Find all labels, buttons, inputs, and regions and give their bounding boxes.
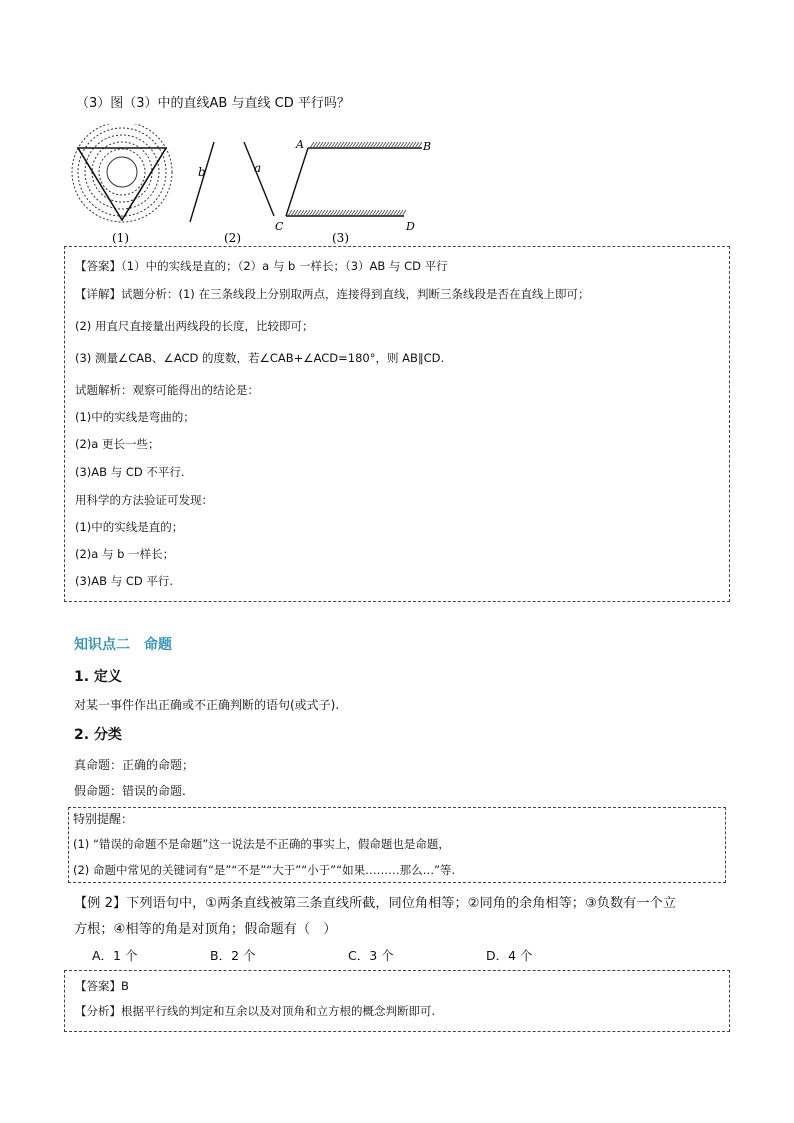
definition-heading: 1. 定义 [74,669,122,685]
figure-2-segments [190,142,274,222]
detail-line-3: (3) 测量∠CAB、∠ACD 的度数，若∠CAB+∠ACD=180°，则 AB∥CD. [75,351,445,365]
detail-line-1: 【详解】试题分析：(1) 在三条线段上分别取两点，连接得到直线，判断三条线段是否在直线上即可； [75,287,590,301]
reminder-line-1: (1) “错误的命题不是命题”这一说法是不正确的事实上，假命题也是命题， [73,837,450,851]
option-c[interactable]: C．3 个 [348,948,394,963]
detail-line-8: 用科学的方法验证可发现： [75,493,213,507]
detail-line-9: (1)中的实线是直的； [75,520,184,534]
answer-box-2 [64,970,730,1032]
figure-3-label-b: B [423,140,432,153]
figure-diagrams [66,124,436,249]
detail-line-7: (3)AB 与 CD 不平行. [75,465,185,479]
reminder-box [68,807,726,883]
definition-text: 对某一事件作出正确或不正确判断的语句(或式子). [74,698,340,712]
reminder-line-2: (2) 命题中常见的关键词有“是”“不是”“大于”“小于”“如果………那么…”等. [73,863,456,877]
analysis-2: 【分析】根据平行线的判定和互余以及对顶角和立方根的概念判断即可. [75,1004,436,1018]
true-proposition: 真命题：正确的命题； [74,758,195,772]
reminder-title: 特别提醒： [73,812,134,826]
detail-line-5: (1)中的实线是弯曲的； [75,410,195,424]
figure-2-caption: (2) [224,231,241,245]
false-proposition: 假命题：错误的命题. [74,784,186,798]
example-2-line-1: 【例 2】下列语句中，①两条直线被第三条直线所截，同位角相等；②同角的余角相等；③负数有一个立 [74,896,676,911]
detail-line-2: (2) 用直尺直接量出两线段的长度，比较即可； [75,319,314,333]
category-heading: 2. 分类 [74,727,122,743]
answer-1: 【答案】（1）中的实线是直的；（2）a 与 b 一样长；（3）AB 与 CD 平行 [75,259,448,273]
figure-2-label-a: a [254,161,262,175]
figure-1-caption: (1) [112,231,129,245]
option-b[interactable]: B．2 个 [210,948,256,963]
detail-line-10: (2)a 与 b 一样长； [75,547,175,561]
figure-3-label-a: A [296,138,304,151]
figure-3-caption: (3) [332,231,349,245]
detail-line-11: (3)AB 与 CD 平行. [75,574,174,588]
example-2-line-2: 方根；④相等的角是对顶角；假命题有（ ） [74,922,337,937]
option-a[interactable]: A．1 个 [92,948,138,963]
section-title: 知识点二 命题 [74,637,172,653]
figure-3-parallel-lines [286,142,422,216]
detail-line-4: 试题解析：观察可能得出的结论是： [75,383,259,397]
question-3: （3）图（3）中的直线AB 与直线 CD 平行吗？ [76,96,350,111]
figure-1-concentric-circles [72,124,172,222]
answer-box-1 [64,246,730,602]
figure-3-label-c: C [275,220,284,233]
answer-2: 【答案】B [75,979,129,993]
detail-line-6: (2)a 更长一些； [75,437,160,451]
option-d[interactable]: D．4 个 [486,948,533,963]
figure-3-label-d: D [406,220,415,233]
figure-2-label-b: b [198,165,206,179]
